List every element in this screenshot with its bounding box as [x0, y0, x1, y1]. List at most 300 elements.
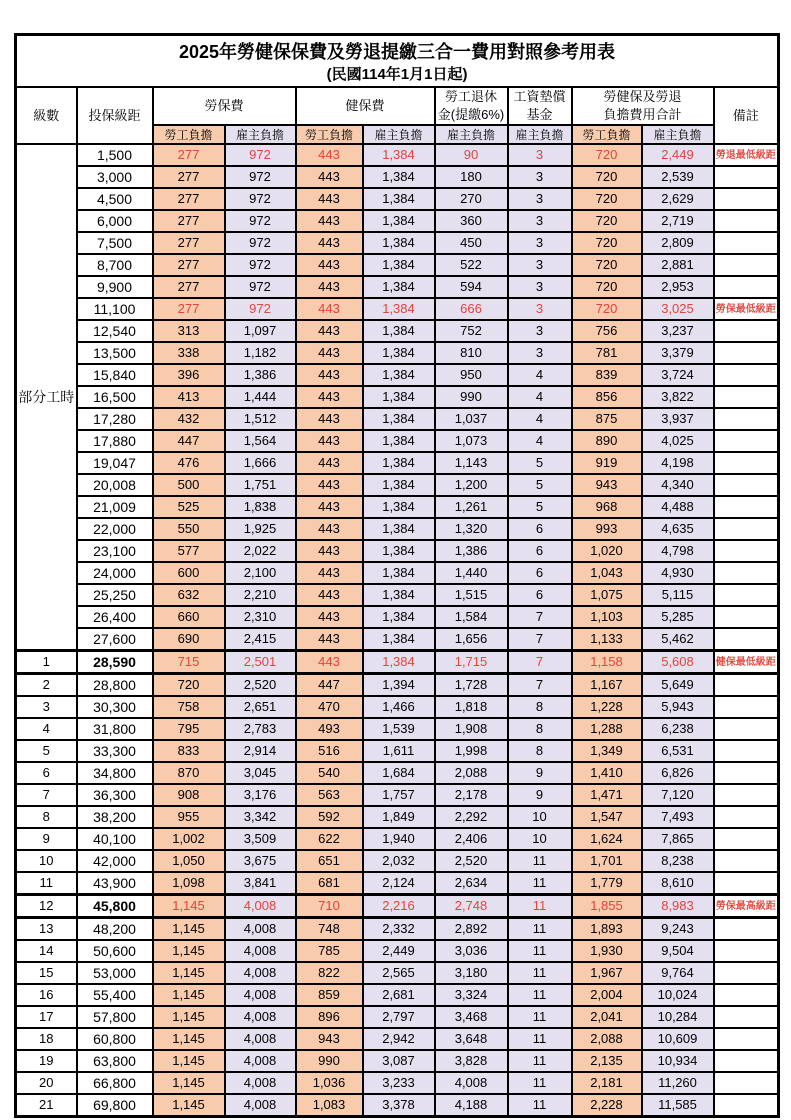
remark-cell — [714, 496, 779, 518]
pension-employer-cell: 1,200 — [435, 474, 508, 496]
bracket-cell: 55,400 — [77, 984, 153, 1006]
wage-fund-employer-cell: 6 — [508, 584, 572, 606]
bracket-cell: 26,400 — [77, 606, 153, 628]
table-row — [16, 962, 779, 984]
total-employee-cell: 1,410 — [572, 762, 642, 784]
total-employer-cell: 4,798 — [642, 540, 714, 562]
labor-employer-cell: 4,008 — [225, 1050, 296, 1072]
bracket-cell: 4,500 — [77, 188, 153, 210]
bracket-cell: 50,600 — [77, 940, 153, 962]
health-employer-cell: 1,384 — [363, 408, 435, 430]
bracket-cell: 16,500 — [77, 386, 153, 408]
bracket-cell: 25,250 — [77, 584, 153, 606]
level-cell: 4 — [16, 718, 77, 740]
wage-fund-label-line1: 工資墊償 — [513, 89, 566, 104]
total-employee-cell: 1,967 — [572, 962, 642, 984]
total-employee-cell: 1,020 — [572, 540, 642, 562]
total-employer-cell: 4,635 — [642, 518, 714, 540]
pension-employer-cell: 1,818 — [435, 696, 508, 718]
total-employer-cell: 3,937 — [642, 408, 714, 430]
page-subtitle: (民國114年1月1日起) — [326, 65, 468, 83]
health-employee-cell: 443 — [296, 496, 363, 518]
table-row — [16, 496, 779, 518]
labor-employee-cell: 908 — [153, 784, 225, 806]
total-employee-cell: 943 — [572, 474, 642, 496]
health-employee-cell: 651 — [296, 850, 363, 872]
remark-cell — [714, 254, 779, 276]
table-row — [16, 452, 779, 474]
labor-employer-cell: 4,008 — [225, 1094, 296, 1117]
health-employer-cell: 1,384 — [363, 430, 435, 452]
health-employee-cell: 443 — [296, 540, 363, 562]
wage-fund-employer-cell: 11 — [508, 1094, 572, 1117]
total-employer-cell: 5,285 — [642, 606, 714, 628]
wage-fund-employer-cell: 5 — [508, 496, 572, 518]
pension-employer-cell: 3,036 — [435, 940, 508, 962]
labor-employee-cell: 277 — [153, 276, 225, 298]
subheader-wage-fund-employer: 雇主負擔 — [508, 125, 572, 144]
bracket-cell: 20,008 — [77, 474, 153, 496]
total-employee-cell: 1,075 — [572, 584, 642, 606]
table-row — [16, 606, 779, 628]
remark-cell — [714, 408, 779, 430]
labor-employer-cell: 4,008 — [225, 1028, 296, 1050]
labor-employee-cell: 476 — [153, 452, 225, 474]
health-employee-cell: 443 — [296, 166, 363, 188]
labor-employer-cell: 2,651 — [225, 696, 296, 718]
health-employee-cell: 443 — [296, 452, 363, 474]
total-employee-cell: 2,135 — [572, 1050, 642, 1072]
table-row — [16, 166, 779, 188]
pension-employer-cell: 1,037 — [435, 408, 508, 430]
pension-employer-cell: 2,178 — [435, 784, 508, 806]
pension-employer-cell: 1,320 — [435, 518, 508, 540]
labor-employer-cell: 972 — [225, 276, 296, 298]
total-employer-cell: 2,953 — [642, 276, 714, 298]
pension-employer-cell: 950 — [435, 364, 508, 386]
labor-employee-cell: 277 — [153, 144, 225, 166]
table-row — [16, 828, 779, 850]
labor-employee-cell: 1,145 — [153, 1028, 225, 1050]
labor-employee-cell: 1,145 — [153, 918, 225, 941]
wage-fund-employer-cell: 7 — [508, 606, 572, 628]
table-row — [16, 784, 779, 806]
total-employer-cell: 10,024 — [642, 984, 714, 1006]
labor-employer-cell: 3,045 — [225, 762, 296, 784]
total-employer-cell: 8,238 — [642, 850, 714, 872]
labor-employer-cell: 1,097 — [225, 320, 296, 342]
remark-cell — [714, 1050, 779, 1072]
labor-employer-cell: 2,914 — [225, 740, 296, 762]
remark-cell — [714, 562, 779, 584]
remark-cell — [714, 984, 779, 1006]
labor-employer-cell: 4,008 — [225, 940, 296, 962]
wage-fund-employer-cell: 4 — [508, 364, 572, 386]
table-row — [16, 540, 779, 562]
pension-employer-cell: 3,324 — [435, 984, 508, 1006]
health-employer-cell: 1,384 — [363, 474, 435, 496]
labor-employer-cell: 972 — [225, 210, 296, 232]
table-row — [16, 474, 779, 496]
part-time-merged-cell: 部分工時 — [16, 144, 77, 651]
health-employer-cell: 1,384 — [363, 276, 435, 298]
labor-employee-cell: 715 — [153, 651, 225, 674]
remark-cell — [714, 188, 779, 210]
health-employer-cell: 2,942 — [363, 1028, 435, 1050]
wage-fund-employer-cell: 7 — [508, 674, 572, 697]
total-employer-cell: 3,379 — [642, 342, 714, 364]
labor-employee-cell: 1,050 — [153, 850, 225, 872]
table-row — [16, 1006, 779, 1028]
labor-employer-cell: 1,444 — [225, 386, 296, 408]
health-employer-cell: 3,233 — [363, 1072, 435, 1094]
level-cell: 15 — [16, 962, 77, 984]
health-employer-cell: 1,384 — [363, 188, 435, 210]
labor-employer-cell: 972 — [225, 144, 296, 166]
health-employer-cell: 1,384 — [363, 232, 435, 254]
level-cell: 10 — [16, 850, 77, 872]
bracket-cell: 33,300 — [77, 740, 153, 762]
labor-employee-cell: 447 — [153, 430, 225, 452]
labor-employee-cell: 600 — [153, 562, 225, 584]
health-employee-cell: 859 — [296, 984, 363, 1006]
table-row — [16, 254, 779, 276]
table-row — [16, 984, 779, 1006]
table-row — [16, 408, 779, 430]
remark-cell — [714, 430, 779, 452]
health-employer-cell: 1,384 — [363, 298, 435, 320]
labor-employer-cell: 4,008 — [225, 918, 296, 941]
col-header-remarks: 備註 — [714, 87, 779, 144]
health-employee-cell: 443 — [296, 254, 363, 276]
total-employee-cell: 2,041 — [572, 1006, 642, 1028]
total-employer-cell: 5,115 — [642, 584, 714, 606]
health-employer-cell: 3,087 — [363, 1050, 435, 1072]
total-employer-cell: 5,608 — [642, 651, 714, 674]
bracket-cell: 15,840 — [77, 364, 153, 386]
wage-fund-employer-cell: 11 — [508, 850, 572, 872]
health-employer-cell: 1,384 — [363, 562, 435, 584]
total-employer-cell: 7,120 — [642, 784, 714, 806]
total-employer-cell: 11,260 — [642, 1072, 714, 1094]
total-employee-cell: 720 — [572, 232, 642, 254]
pension-label-line2: 金(提繳6%) — [437, 107, 505, 123]
total-employer-cell: 8,983 — [642, 895, 714, 918]
bracket-cell: 12,540 — [77, 320, 153, 342]
level-cell: 9 — [16, 828, 77, 850]
wage-fund-employer-cell: 4 — [508, 408, 572, 430]
col-header-total — [572, 87, 714, 125]
table-row — [16, 144, 779, 166]
remark-cell — [714, 342, 779, 364]
remark-cell — [714, 210, 779, 232]
total-employer-cell: 2,809 — [642, 232, 714, 254]
table-row — [16, 1094, 779, 1117]
labor-employee-cell: 525 — [153, 496, 225, 518]
table-row — [16, 1050, 779, 1072]
health-employee-cell: 896 — [296, 1006, 363, 1028]
pension-employer-cell: 2,292 — [435, 806, 508, 828]
health-employer-cell: 1,466 — [363, 696, 435, 718]
wage-fund-employer-cell: 3 — [508, 210, 572, 232]
table-row — [16, 806, 779, 828]
wage-fund-employer-cell: 9 — [508, 784, 572, 806]
col-header-bracket: 投保級距 — [77, 87, 153, 144]
table-row — [16, 762, 779, 784]
total-employer-cell: 9,504 — [642, 940, 714, 962]
total-employer-cell: 11,585 — [642, 1094, 714, 1117]
health-employee-cell: 443 — [296, 430, 363, 452]
total-employee-cell: 756 — [572, 320, 642, 342]
wage-fund-employer-cell: 11 — [508, 1050, 572, 1072]
labor-employer-cell: 972 — [225, 188, 296, 210]
total-employee-cell: 890 — [572, 430, 642, 452]
pension-employer-cell: 1,728 — [435, 674, 508, 697]
labor-employee-cell: 1,145 — [153, 1006, 225, 1028]
bracket-cell: 6,000 — [77, 210, 153, 232]
health-employer-cell: 1,384 — [363, 254, 435, 276]
bracket-cell: 69,800 — [77, 1094, 153, 1117]
health-employer-cell: 1,394 — [363, 674, 435, 697]
subheader-total-employee: 勞工負擔 — [572, 125, 642, 144]
pension-employer-cell: 2,520 — [435, 850, 508, 872]
level-cell: 16 — [16, 984, 77, 1006]
wage-fund-employer-cell: 11 — [508, 940, 572, 962]
labor-employer-cell: 1,512 — [225, 408, 296, 430]
health-employee-cell: 443 — [296, 232, 363, 254]
table-row — [16, 718, 779, 740]
bracket-cell: 21,009 — [77, 496, 153, 518]
labor-employee-cell: 277 — [153, 254, 225, 276]
subheader-pension-employer: 雇主負擔 — [435, 125, 508, 144]
labor-employee-cell: 1,145 — [153, 940, 225, 962]
bracket-cell: 27,600 — [77, 628, 153, 651]
total-employee-cell: 1,471 — [572, 784, 642, 806]
pension-employer-cell: 270 — [435, 188, 508, 210]
remark-cell — [714, 850, 779, 872]
level-cell: 11 — [16, 872, 77, 895]
labor-employer-cell: 3,509 — [225, 828, 296, 850]
pension-employer-cell: 1,073 — [435, 430, 508, 452]
total-employee-cell: 1,701 — [572, 850, 642, 872]
health-employee-cell: 443 — [296, 298, 363, 320]
total-employer-cell: 8,610 — [642, 872, 714, 895]
wage-fund-employer-cell: 3 — [508, 342, 572, 364]
health-employer-cell: 1,384 — [363, 144, 435, 166]
level-cell: 20 — [16, 1072, 77, 1094]
total-employer-cell: 5,462 — [642, 628, 714, 651]
labor-employer-cell: 3,675 — [225, 850, 296, 872]
health-employer-cell: 1,384 — [363, 342, 435, 364]
bracket-cell: 60,800 — [77, 1028, 153, 1050]
labor-employer-cell: 1,564 — [225, 430, 296, 452]
wage-fund-employer-cell: 11 — [508, 918, 572, 941]
remark-cell — [714, 674, 779, 697]
health-employee-cell: 622 — [296, 828, 363, 850]
health-employee-cell: 443 — [296, 276, 363, 298]
labor-employee-cell: 833 — [153, 740, 225, 762]
table-row — [16, 940, 779, 962]
total-employer-cell: 9,243 — [642, 918, 714, 941]
labor-employee-cell: 690 — [153, 628, 225, 651]
labor-employer-cell: 4,008 — [225, 962, 296, 984]
remark-cell — [714, 940, 779, 962]
total-employee-cell: 1,167 — [572, 674, 642, 697]
pension-employer-cell: 1,261 — [435, 496, 508, 518]
total-employee-cell: 968 — [572, 496, 642, 518]
bracket-cell: 48,200 — [77, 918, 153, 941]
remark-cell — [714, 872, 779, 895]
wage-fund-employer-cell: 3 — [508, 254, 572, 276]
health-employer-cell: 1,384 — [363, 651, 435, 674]
wage-fund-employer-cell: 7 — [508, 628, 572, 651]
bracket-cell: 17,880 — [77, 430, 153, 452]
wage-fund-employer-cell: 11 — [508, 1006, 572, 1028]
level-cell: 17 — [16, 1006, 77, 1028]
health-employee-cell: 540 — [296, 762, 363, 784]
health-employee-cell: 822 — [296, 962, 363, 984]
bracket-cell: 1,500 — [77, 144, 153, 166]
health-employer-cell: 2,681 — [363, 984, 435, 1006]
labor-employee-cell: 277 — [153, 188, 225, 210]
pension-employer-cell: 3,180 — [435, 962, 508, 984]
table-row — [16, 188, 779, 210]
total-employee-cell: 919 — [572, 452, 642, 474]
labor-employer-cell: 1,751 — [225, 474, 296, 496]
pension-employer-cell: 2,634 — [435, 872, 508, 895]
wage-fund-employer-cell: 3 — [508, 188, 572, 210]
bracket-cell: 28,590 — [77, 651, 153, 674]
labor-employee-cell: 955 — [153, 806, 225, 828]
labor-employer-cell: 2,783 — [225, 718, 296, 740]
labor-employee-cell: 1,145 — [153, 1050, 225, 1072]
remark-cell — [714, 1028, 779, 1050]
health-employee-cell: 443 — [296, 651, 363, 674]
wage-fund-employer-cell: 3 — [508, 144, 572, 166]
table-row — [16, 276, 779, 298]
labor-employer-cell: 2,501 — [225, 651, 296, 674]
total-employee-cell: 2,181 — [572, 1072, 642, 1094]
labor-employer-cell: 4,008 — [225, 1006, 296, 1028]
health-employee-cell: 592 — [296, 806, 363, 828]
total-employee-cell: 1,288 — [572, 718, 642, 740]
level-cell: 7 — [16, 784, 77, 806]
labor-employer-cell: 972 — [225, 166, 296, 188]
remark-cell — [714, 828, 779, 850]
labor-employee-cell: 338 — [153, 342, 225, 364]
bracket-cell: 63,800 — [77, 1050, 153, 1072]
total-employee-cell: 720 — [572, 188, 642, 210]
total-employer-cell: 7,493 — [642, 806, 714, 828]
health-employee-cell: 943 — [296, 1028, 363, 1050]
pension-employer-cell: 3,468 — [435, 1006, 508, 1028]
level-cell: 3 — [16, 696, 77, 718]
total-employer-cell: 4,930 — [642, 562, 714, 584]
remark-cell — [714, 320, 779, 342]
wage-fund-employer-cell: 4 — [508, 430, 572, 452]
labor-employer-cell: 4,008 — [225, 1072, 296, 1094]
labor-employer-cell: 972 — [225, 298, 296, 320]
total-employer-cell: 4,340 — [642, 474, 714, 496]
health-employer-cell: 1,684 — [363, 762, 435, 784]
col-header-pension — [435, 87, 508, 125]
table-row — [16, 320, 779, 342]
health-employer-cell: 1,611 — [363, 740, 435, 762]
health-employer-cell: 3,378 — [363, 1094, 435, 1117]
health-employee-cell: 443 — [296, 606, 363, 628]
wage-fund-employer-cell: 3 — [508, 232, 572, 254]
total-employee-cell: 2,088 — [572, 1028, 642, 1050]
health-employee-cell: 785 — [296, 940, 363, 962]
health-employer-cell: 1,384 — [363, 584, 435, 606]
page-title: 2025年勞健保保費及勞退提繳三合一費用對照參考用表 — [179, 41, 616, 62]
pension-employer-cell: 594 — [435, 276, 508, 298]
remark-cell — [714, 276, 779, 298]
bracket-cell: 24,000 — [77, 562, 153, 584]
labor-employee-cell: 500 — [153, 474, 225, 496]
pension-employer-cell: 3,828 — [435, 1050, 508, 1072]
bracket-cell: 38,200 — [77, 806, 153, 828]
wage-fund-employer-cell: 8 — [508, 740, 572, 762]
health-employee-cell: 447 — [296, 674, 363, 697]
labor-employee-cell: 396 — [153, 364, 225, 386]
wage-fund-employer-cell: 8 — [508, 718, 572, 740]
health-employee-cell: 990 — [296, 1050, 363, 1072]
health-employer-cell: 1,384 — [363, 452, 435, 474]
header-group-row — [16, 87, 779, 125]
health-employer-cell: 1,384 — [363, 540, 435, 562]
pension-employer-cell: 4,008 — [435, 1072, 508, 1094]
total-employer-cell: 3,724 — [642, 364, 714, 386]
total-employee-cell: 1,228 — [572, 696, 642, 718]
pension-employer-cell: 2,748 — [435, 895, 508, 918]
total-employer-cell: 4,198 — [642, 452, 714, 474]
bracket-cell: 53,000 — [77, 962, 153, 984]
remark-cell — [714, 1072, 779, 1094]
level-cell: 6 — [16, 762, 77, 784]
labor-employer-cell: 4,008 — [225, 895, 296, 918]
health-employee-cell: 1,036 — [296, 1072, 363, 1094]
health-employer-cell: 1,940 — [363, 828, 435, 850]
wage-fund-employer-cell: 3 — [508, 298, 572, 320]
total-employee-cell: 1,133 — [572, 628, 642, 651]
table-title-cell — [16, 35, 779, 88]
remark-cell — [714, 166, 779, 188]
bracket-cell: 36,300 — [77, 784, 153, 806]
health-employee-cell: 443 — [296, 386, 363, 408]
pension-employer-cell: 1,440 — [435, 562, 508, 584]
total-employee-cell: 1,547 — [572, 806, 642, 828]
bracket-cell: 13,500 — [77, 342, 153, 364]
total-employer-cell: 6,238 — [642, 718, 714, 740]
pension-employer-cell: 2,088 — [435, 762, 508, 784]
wage-fund-employer-cell: 3 — [508, 166, 572, 188]
col-header-labor-insurance: 勞保費 — [153, 87, 296, 125]
labor-employee-cell: 1,145 — [153, 1094, 225, 1117]
table-row — [16, 386, 779, 408]
health-employer-cell: 2,332 — [363, 918, 435, 941]
bracket-cell: 40,100 — [77, 828, 153, 850]
wage-fund-employer-cell: 11 — [508, 984, 572, 1006]
table-row — [16, 651, 779, 674]
pension-employer-cell: 360 — [435, 210, 508, 232]
labor-employee-cell: 550 — [153, 518, 225, 540]
labor-employer-cell: 1,386 — [225, 364, 296, 386]
remark-cell — [714, 584, 779, 606]
level-cell: 21 — [16, 1094, 77, 1117]
total-employer-cell: 10,934 — [642, 1050, 714, 1072]
subheader-labor-employer: 雇主負擔 — [225, 125, 296, 144]
